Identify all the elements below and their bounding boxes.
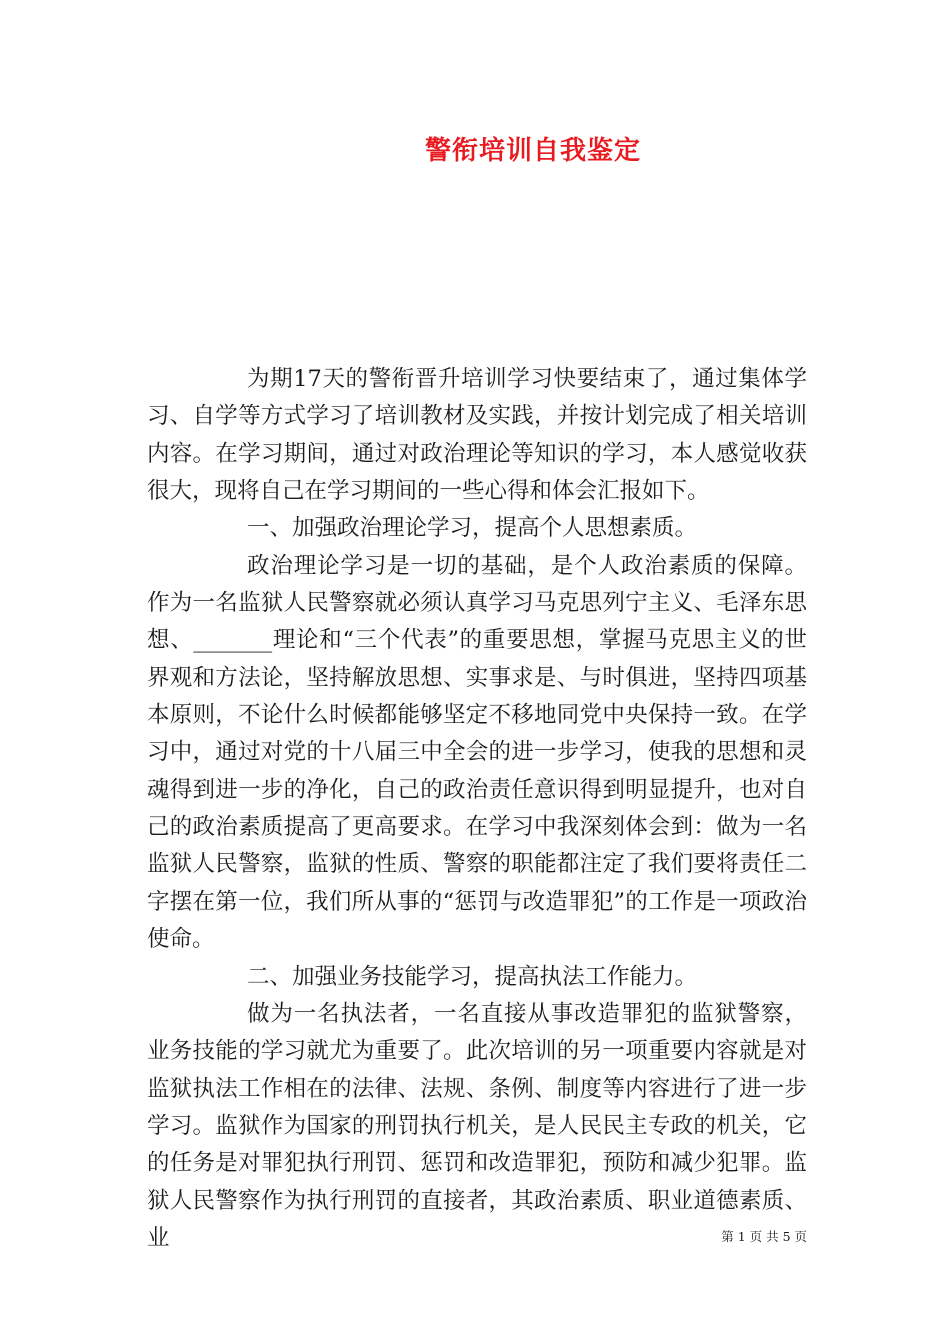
page-number-label: 第 1 页 共 5 页 — [721, 1229, 807, 1244]
document-title: 警衔培训自我鉴定 — [424, 136, 641, 166]
paragraph-section-1: 政治理论学习是一切的基础，是个人政治素质的保障。作为一名监狱人民警察就必须认真学习马克思列宁主义、毛泽东思想、_______理论和“三个代表”的重要思想，掌握马克思主义的世界观和方法论，坚持解放思想、实事求是、与时俱进，坚持四项基本原则，不论什么时候都能够坚定不移地同党中央保持一致。在学习中，通过对党的十八届三中全会的进一步学习，使我的思想和灵魂得到进一步的净化，自己的政治责任意识得到明显提升，也对自己的政治素质提高了更高要求。在学习中我深刻体会到：做为一名监狱人民警察，监狱的性质、警察的职能都注定了我们要将责任二字摆在第一位，我们所从事的“惩罚与改造罪犯”的工作是一项政治使命。 — [147, 552, 807, 953]
section-heading-2: 二、加强业务技能学习，提高执法工作能力。 — [247, 963, 698, 990]
paragraph-section-2: 做为一名执法者，一名直接从事改造罪犯的监狱警察，业务技能的学习就尤为重要了。此次培训的另一项重要内容就是对监狱执法工作相在的法律、法规、条例、制度等内容进行了进一步学习。监狱作为国家的刑罚执行机关，是人民民主专政的机关，它的任务是对罪犯执行刑罚、惩罚和改造罪犯，预防和减少犯罪。监狱人民警察作为执行刑罚的直接者，其政治素质、职业道德素质、业 — [147, 1000, 807, 1251]
section-heading-1: 一、加强政治理论学习，提高个人思想素质。 — [247, 515, 698, 542]
document-body — [147, 361, 807, 1257]
paragraph-intro: 为期17天的警衔晋升培训学习快要结束了，通过集体学习、自学等方式学习了培训教材及实践，并按计划完成了相关培训内容。在学习期间，通过对政治理论等知识的学习，本人感觉收获很大，现将自己在学习期间的一些心得和体会汇报如下。 — [147, 366, 807, 505]
page-footer — [0, 1229, 807, 1245]
